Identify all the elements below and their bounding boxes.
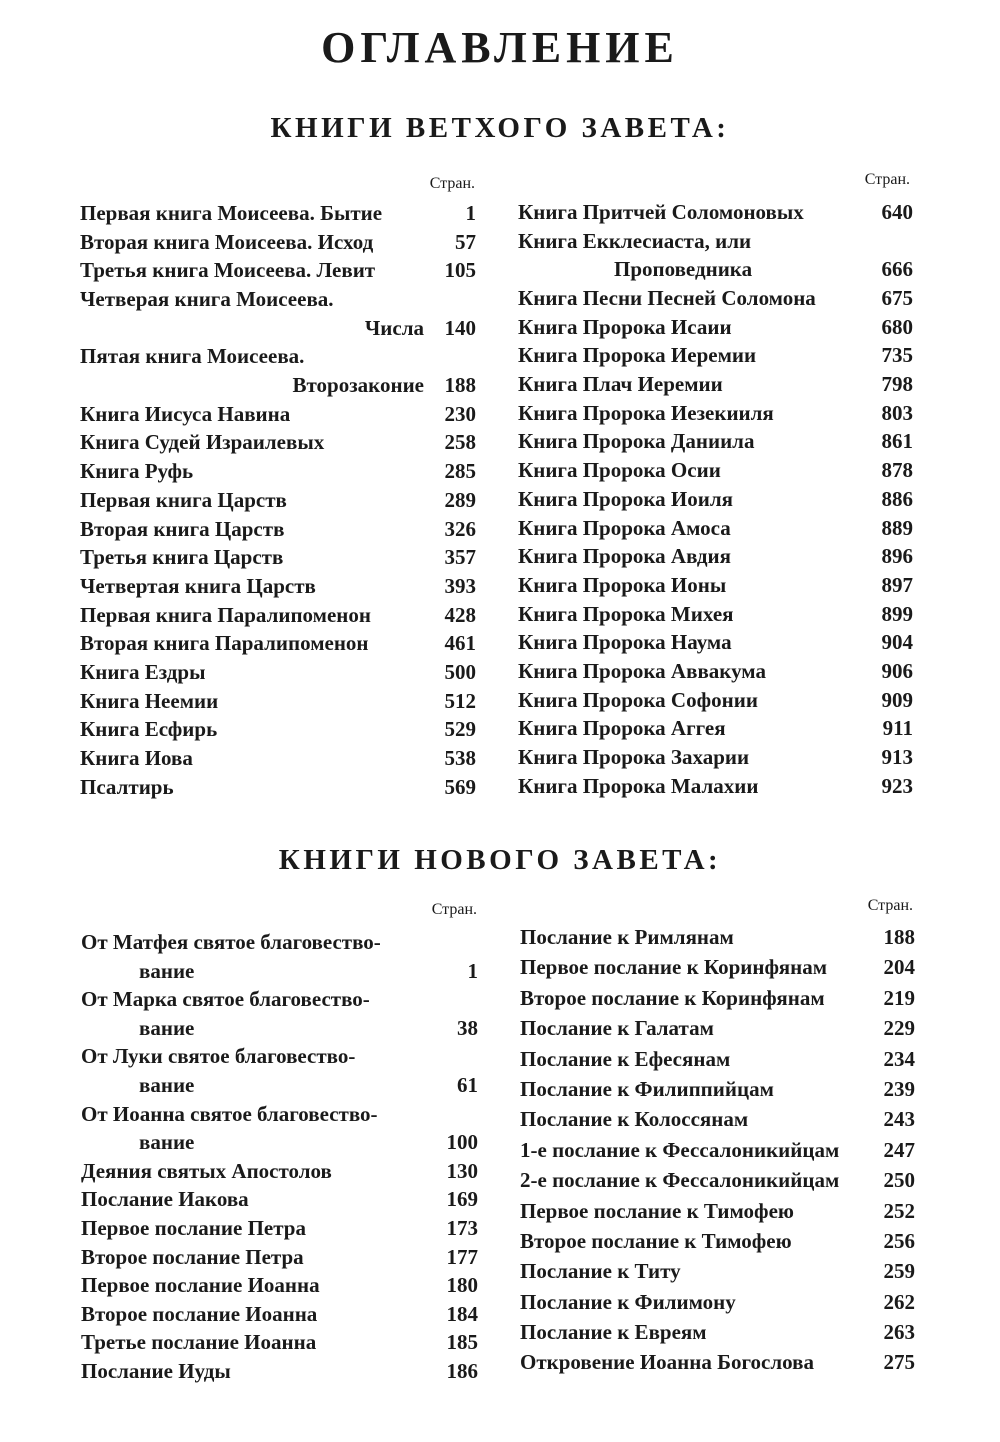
entry-page: 275 xyxy=(883,1350,915,1375)
entry-page: 923 xyxy=(881,773,913,798)
entry-title: Книга Неемии xyxy=(80,688,219,713)
entry-page: 909 xyxy=(881,687,913,712)
toc-entry[interactable] xyxy=(80,256,476,285)
toc-entry[interactable] xyxy=(520,1196,915,1226)
entry-title: Третья книга Царств xyxy=(80,545,284,570)
entry-page: 262 xyxy=(883,1289,915,1314)
toc-entry[interactable] xyxy=(518,714,913,743)
entry-title: Книга Пророка Авдия xyxy=(518,544,732,569)
entry-page: 461 xyxy=(444,631,476,656)
entry-title: От Матфея святое благовество- xyxy=(81,930,381,954)
entry-page: 247 xyxy=(883,1137,915,1162)
entry-title: Первая книга Паралипоменон xyxy=(80,602,371,627)
entry-title: вание xyxy=(139,1015,195,1040)
entry-title: Книга Пророка Иоиля xyxy=(518,486,734,511)
entry-page: 204 xyxy=(883,955,915,980)
entry-title: Книга Пророка Ионы xyxy=(518,572,727,597)
toc-entry[interactable] xyxy=(518,600,913,629)
toc-entry[interactable] xyxy=(81,1214,478,1243)
toc-entry[interactable] xyxy=(81,1100,478,1129)
nt-left-column xyxy=(81,928,478,1386)
entry-page: 263 xyxy=(883,1320,915,1345)
toc-entry[interactable] xyxy=(518,571,913,600)
entry-title: Книга Есфирь xyxy=(80,717,218,742)
entry-page: 393 xyxy=(444,573,476,598)
toc-entry[interactable] xyxy=(80,457,476,486)
entry-page: 529 xyxy=(444,717,476,742)
entry-page: 913 xyxy=(881,745,913,770)
entry-title: Послание к Филимону xyxy=(520,1289,736,1314)
entry-page: 899 xyxy=(881,601,913,626)
entry-page: 897 xyxy=(881,572,913,597)
entry-title: Книга Пророка Исаии xyxy=(518,314,732,339)
toc-entry[interactable] xyxy=(80,658,476,687)
toc-entry[interactable] xyxy=(520,1044,915,1074)
toc-entry[interactable] xyxy=(520,952,915,982)
entry-page: 675 xyxy=(881,286,913,311)
toc-entry[interactable] xyxy=(518,255,913,284)
entry-page: 188 xyxy=(883,924,915,949)
toc-entry[interactable] xyxy=(80,429,476,458)
entry-title: Деяния святых Апостолов xyxy=(81,1158,332,1183)
entry-page: 1 xyxy=(467,958,478,983)
entry-title: Четверая книга Моисеева. xyxy=(80,287,334,312)
entry-title: Пятая книга Моисеева. xyxy=(80,344,305,369)
entry-title: Книга Екклесиаста, или xyxy=(518,228,752,253)
entry-title: Второе послание к Коринфянам xyxy=(520,985,825,1010)
entry-page: 57 xyxy=(455,229,476,254)
toc-entry[interactable] xyxy=(80,629,476,658)
toc-entry[interactable] xyxy=(518,198,913,227)
toc-entry[interactable] xyxy=(520,922,915,952)
entry-page: 177 xyxy=(446,1244,478,1269)
entry-title: вание xyxy=(139,958,195,983)
entry-title: Книга Иова xyxy=(80,746,193,771)
toc-entry[interactable] xyxy=(81,1071,478,1100)
toc-entry[interactable] xyxy=(80,773,476,802)
entry-title: Послание к Колоссянам xyxy=(520,1107,749,1132)
entry-title: Послание к Титу xyxy=(520,1259,681,1284)
entry-title: Книга Притчей Соломоновых xyxy=(518,199,804,224)
toc-entry[interactable] xyxy=(518,686,913,715)
toc-entry[interactable] xyxy=(518,370,913,399)
entry-title: Первая книга Царств xyxy=(80,487,287,512)
entry-page: 289 xyxy=(444,487,476,512)
entry-page: 256 xyxy=(883,1228,915,1253)
entry-title: Послание к Филиппийцам xyxy=(520,1076,774,1101)
entry-title: Книга Пророка Аггея xyxy=(518,716,726,741)
nt-right-page-label: Стран. xyxy=(867,897,913,914)
toc-entry[interactable] xyxy=(80,572,476,601)
toc-entry[interactable] xyxy=(520,1135,915,1165)
toc-entry[interactable] xyxy=(518,514,913,543)
toc-entry[interactable] xyxy=(80,199,476,228)
entry-title: Вторая книга Царств xyxy=(80,516,285,541)
entry-title: Послание к Римлянам xyxy=(520,924,734,949)
toc-entry[interactable] xyxy=(81,957,478,986)
ot-right-column xyxy=(518,198,913,800)
entry-title: Книга Пророка Захарии xyxy=(518,745,750,770)
toc-entry[interactable] xyxy=(80,371,476,400)
entry-page: 861 xyxy=(881,429,913,454)
entry-title: Книга Пророка Михея xyxy=(518,601,734,626)
toc-entry[interactable] xyxy=(518,542,913,571)
entry-page: 188 xyxy=(444,373,476,398)
entry-page: 798 xyxy=(881,372,913,397)
entry-page: 906 xyxy=(881,658,913,683)
nt-left-page-label: Стран. xyxy=(431,901,477,918)
entry-page: 38 xyxy=(457,1015,478,1040)
entry-title: Книга Пророка Софонии xyxy=(518,687,758,712)
entry-title: Четвертая книга Царств xyxy=(80,573,316,598)
toc-entry[interactable] xyxy=(81,1300,478,1329)
entry-title: Книга Пророка Малахии xyxy=(518,773,759,798)
toc-entry[interactable] xyxy=(520,1256,915,1286)
entry-title: Второе послание Петра xyxy=(81,1244,304,1269)
entry-title: вание xyxy=(139,1130,195,1155)
entry-title: Книга Пророка Аввакума xyxy=(518,658,766,683)
toc-entry[interactable] xyxy=(520,1317,915,1347)
entry-title: Книга Пророка Даниила xyxy=(518,429,755,454)
entry-title: Книга Пророка Наума xyxy=(518,630,732,655)
entry-page: 173 xyxy=(446,1215,478,1240)
toc-entry[interactable] xyxy=(518,313,913,342)
entry-title: Второе послание Иоанна xyxy=(81,1301,318,1326)
ot-left-column xyxy=(80,199,476,801)
toc-entry[interactable] xyxy=(80,486,476,515)
entry-page: 569 xyxy=(444,774,476,799)
toc-entry[interactable] xyxy=(518,485,913,514)
entry-title: Проповедника xyxy=(614,257,753,282)
entry-title: Книга Пророка Осии xyxy=(518,458,721,483)
toc-entry[interactable] xyxy=(80,285,476,314)
toc-entry[interactable] xyxy=(520,1104,915,1134)
toc-entry[interactable] xyxy=(81,1157,478,1186)
toc-entry[interactable] xyxy=(520,1074,915,1104)
entry-title: Послание к Евреям xyxy=(520,1320,707,1345)
toc-entry[interactable] xyxy=(518,628,913,657)
entry-page: 878 xyxy=(881,458,913,483)
toc-entry[interactable] xyxy=(520,1347,915,1377)
entry-title: Первое послание к Тимофею xyxy=(520,1198,794,1223)
toc-entry[interactable] xyxy=(518,341,913,370)
entry-page: 896 xyxy=(881,544,913,569)
entry-page: 230 xyxy=(444,401,476,426)
entry-page: 243 xyxy=(883,1107,915,1132)
entry-title: Вторая книга Моисеева. Исход xyxy=(80,229,374,254)
entry-page: 130 xyxy=(446,1158,478,1183)
toc-entry[interactable] xyxy=(80,342,476,371)
toc-entry[interactable] xyxy=(80,515,476,544)
entry-title: Книга Пророка Амоса xyxy=(518,515,731,540)
entry-page: 666 xyxy=(881,257,913,282)
entry-page: 100 xyxy=(446,1130,478,1155)
entry-page: 169 xyxy=(446,1187,478,1212)
page-title: ОГЛАВЛЕНИЕ xyxy=(321,23,679,72)
entry-title: Книга Плач Иеремии xyxy=(518,372,723,397)
entry-title: Книга Судей Израилевых xyxy=(80,430,325,455)
entry-page: 184 xyxy=(446,1301,478,1326)
entry-page: 538 xyxy=(444,746,476,771)
entry-page: 500 xyxy=(444,659,476,684)
entry-page: 140 xyxy=(444,315,476,340)
entry-title: Первое послание Иоанна xyxy=(81,1273,320,1298)
toc-entry[interactable] xyxy=(80,744,476,773)
entry-page: 105 xyxy=(444,258,476,283)
entry-title: Послание Иакова xyxy=(81,1187,249,1212)
entry-title: 2-е послание к Фессалоникийцам xyxy=(520,1168,840,1193)
entry-page: 234 xyxy=(883,1046,915,1071)
toc-entry[interactable] xyxy=(81,985,478,1014)
entry-page: 428 xyxy=(444,602,476,627)
entry-page: 512 xyxy=(444,688,476,713)
entry-title: От Иоанна святое благовество- xyxy=(81,1101,378,1126)
entry-title: От Марка святое благовество- xyxy=(81,987,370,1012)
toc-entry[interactable] xyxy=(520,1013,915,1043)
toc-entry[interactable] xyxy=(80,601,476,630)
toc-entry[interactable] xyxy=(518,657,913,686)
entry-page: 1 xyxy=(465,200,476,225)
entry-page: 61 xyxy=(457,1072,478,1097)
toc-entry[interactable] xyxy=(518,772,913,801)
entry-title: Книга Руфь xyxy=(80,459,194,484)
toc-entry[interactable] xyxy=(518,456,913,485)
ot-left-page-label: Стран. xyxy=(429,175,475,192)
entry-page: 285 xyxy=(444,459,476,484)
entry-page: 357 xyxy=(444,545,476,570)
entry-page: 186 xyxy=(446,1358,478,1383)
entry-title: Первое послание к Коринфянам xyxy=(520,955,828,980)
toc-entry[interactable] xyxy=(520,1226,915,1256)
entry-page: 180 xyxy=(446,1273,478,1298)
toc-entry[interactable] xyxy=(518,743,913,772)
entry-title: Книга Ездры xyxy=(80,659,206,684)
entry-page: 229 xyxy=(883,1016,915,1041)
toc-entry[interactable] xyxy=(81,1271,478,1300)
entry-title: Книга Пророка Иезекииля xyxy=(518,400,774,425)
toc-entry[interactable] xyxy=(518,284,913,313)
toc-entry[interactable] xyxy=(520,1287,915,1317)
entry-title: Откровение Иоанна Богослова xyxy=(520,1350,814,1375)
entry-title: Числа xyxy=(364,315,424,340)
entry-title: Второе послание к Тимофею xyxy=(520,1228,792,1253)
entry-title: Книга Иисуса Навина xyxy=(80,401,291,426)
ot-section-title: КНИГИ ВЕТХОГО ЗАВЕТА: xyxy=(270,112,730,144)
entry-page: 219 xyxy=(883,985,915,1010)
entry-page: 803 xyxy=(881,400,913,425)
entry-page: 911 xyxy=(882,716,913,741)
entry-title: Послание Иуды xyxy=(81,1358,231,1383)
entry-page: 680 xyxy=(881,314,913,339)
entry-title: Послание к Галатам xyxy=(520,1016,714,1041)
toc-entry[interactable] xyxy=(81,1014,478,1043)
entry-title: Второзаконие xyxy=(292,373,424,398)
toc-entry[interactable] xyxy=(81,1128,478,1157)
entry-title: Первая книга Моисеева. Бытие xyxy=(80,200,383,225)
toc-entry[interactable] xyxy=(520,1165,915,1195)
ot-right-page-label: Стран. xyxy=(864,171,910,188)
toc-entry[interactable] xyxy=(80,400,476,429)
toc-entry[interactable] xyxy=(80,715,476,744)
entry-title: От Луки святое благовество- xyxy=(81,1044,356,1069)
entry-page: 904 xyxy=(881,630,913,655)
toc-entry[interactable] xyxy=(518,399,913,428)
toc-entry[interactable] xyxy=(518,227,913,256)
nt-right-column xyxy=(520,922,915,1378)
entry-page: 239 xyxy=(883,1076,915,1101)
toc-entry[interactable] xyxy=(81,1185,478,1214)
entry-page: 889 xyxy=(881,515,913,540)
toc-entry[interactable] xyxy=(81,1243,478,1272)
entry-title: Послание к Ефесянам xyxy=(520,1046,731,1071)
nt-section-title: КНИГИ НОВОГО ЗАВЕТА: xyxy=(278,844,722,876)
entry-title: вание xyxy=(139,1072,195,1097)
toc-entry[interactable] xyxy=(80,687,476,716)
toc-entry[interactable] xyxy=(80,543,476,572)
entry-title: Первое послание Петра xyxy=(81,1215,306,1240)
toc-entry[interactable] xyxy=(81,1357,478,1386)
entry-page: 886 xyxy=(881,486,913,511)
entry-page: 258 xyxy=(444,430,476,455)
toc-entry[interactable] xyxy=(520,983,915,1013)
toc-entry[interactable] xyxy=(81,928,478,957)
entry-title: 1-е послание к Фессалоникийцам xyxy=(520,1137,840,1162)
entry-title: Третье послание Иоанна xyxy=(81,1330,317,1355)
entry-page: 185 xyxy=(446,1330,478,1355)
entry-title: Книга Песни Песней Соломона xyxy=(518,286,816,311)
entry-title: Вторая книга Паралипоменон xyxy=(80,631,369,656)
entry-page: 735 xyxy=(881,343,913,368)
entry-page: 250 xyxy=(883,1168,915,1193)
toc-entry[interactable] xyxy=(518,428,913,457)
toc-entry[interactable] xyxy=(81,1328,478,1357)
entry-title: Книга Пророка Иеремии xyxy=(518,343,757,368)
entry-title: Третья книга Моисеева. Левит xyxy=(80,258,376,283)
entry-page: 640 xyxy=(881,199,913,224)
entry-page: 259 xyxy=(883,1259,915,1284)
toc-entry[interactable] xyxy=(81,1042,478,1071)
toc-entry[interactable] xyxy=(80,314,476,343)
entry-title: Псалтирь xyxy=(80,774,174,799)
toc-entry[interactable] xyxy=(80,228,476,257)
entry-page: 326 xyxy=(444,516,476,541)
entry-page: 252 xyxy=(883,1198,915,1223)
